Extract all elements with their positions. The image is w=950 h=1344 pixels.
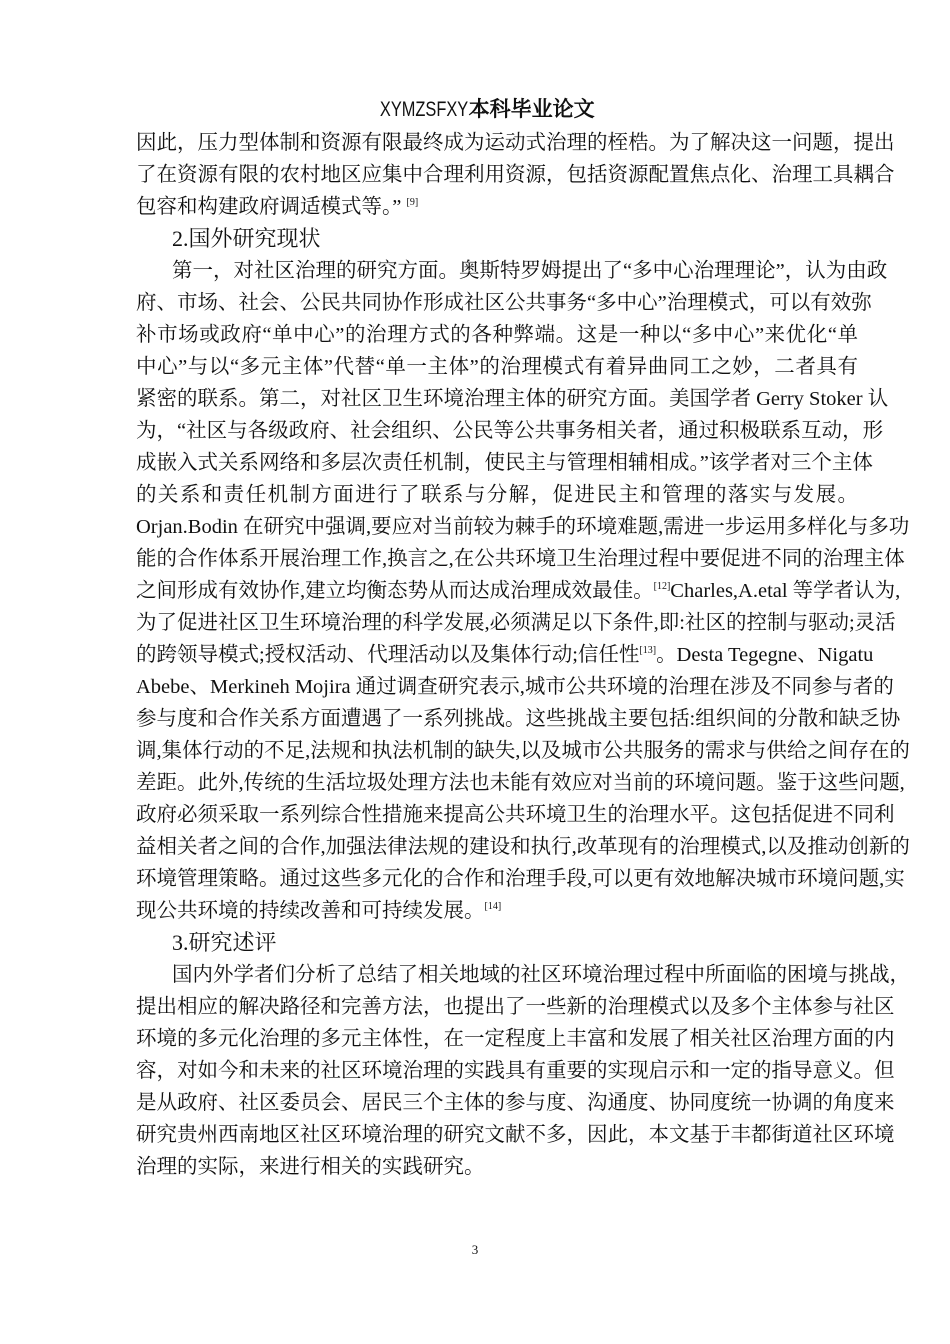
line-text: 提出相应的解决路径和完善方法，也提出了一些新的治理模式以及多个主体参与社区	[136, 996, 895, 1018]
text-line	[136, 959, 910, 991]
line-text: 补市场或政府“单中心”的治理方式的各种弊端。这是一种以“多中心”来优化“单	[136, 324, 858, 346]
text-line	[136, 703, 901, 735]
line-text: 2.国外研究现状	[172, 226, 321, 251]
text-line	[136, 735, 910, 767]
text-line	[136, 543, 905, 575]
text-line	[136, 607, 896, 639]
text-line	[136, 1023, 895, 1055]
text-line	[136, 671, 894, 703]
document-body	[136, 127, 910, 1183]
text-line	[136, 319, 858, 351]
text-line	[136, 1119, 895, 1151]
line-text: 的跨领导模式;授权活动、代理活动以及集体行动;信任性	[136, 644, 640, 666]
line-text: 政府必须采取一系列综合性措施来提高公共环境卫生的治理水平。这包括促进不同利	[136, 804, 895, 826]
line-text: 成嵌入式关系网络和多层次责任机制，使民主与管理相辅相成。”该学者对三个主体	[136, 452, 873, 474]
text-line	[136, 159, 895, 191]
text-line	[136, 479, 858, 511]
header-latin: XYMZSFXY	[380, 98, 469, 121]
citation-ref: [12]	[653, 581, 671, 592]
text-line	[136, 191, 858, 223]
page-number: 3	[471, 1242, 479, 1257]
line-text: 了在资源有限的农村地区应集中合理利用资源，包括资源配置焦点化、治理工具耦合	[136, 164, 895, 186]
text-line	[136, 255, 888, 287]
line-text: 中心”与以“多元主体”代替“单一主体”的治理模式有着异曲同工之妙，二者具有	[136, 356, 858, 378]
text-line	[136, 895, 858, 927]
line-text: 之间形成有效协作,建立均衡态势从而达成治理成效最佳。	[136, 580, 654, 602]
line-text: 的关系和责任机制方面进行了联系与分解，促进民主和管理的落实与发展。	[136, 484, 858, 506]
line-text: 3.研究述评	[172, 930, 277, 955]
section-heading	[136, 927, 858, 959]
text-line	[136, 1087, 895, 1119]
line-text: 第一，对社区治理的研究方面。奥斯特罗姆提出了“多中心治理理论”，认为由政	[172, 260, 888, 282]
text-line	[136, 1151, 858, 1183]
line-text: 因此，压力型体制和资源有限最终成为运动式治理的桎梏。为了解决这一问题，提出	[136, 132, 895, 154]
text-line	[136, 767, 905, 799]
text-line	[136, 447, 873, 479]
text-line	[136, 127, 895, 159]
line-text: 紧密的联系。第二，对社区卫生环境治理主体的研究方面。美国学者 Gerry Stoker 认	[136, 388, 889, 410]
text-line	[136, 287, 872, 319]
text-line	[136, 1055, 895, 1087]
citation-ref: [13]	[639, 645, 657, 656]
text-line	[136, 863, 905, 895]
line-text: Orjan.Bodin 在研究中强调,要应对当前较为棘手的环境难题,需进一步运用多样化与多功	[136, 516, 910, 538]
header-title: 本科毕业论文	[468, 97, 595, 121]
line-text: Charles,A.etal 等学者认为,	[670, 580, 901, 602]
text-line	[136, 831, 910, 863]
text-line	[136, 639, 874, 671]
text-line	[136, 991, 895, 1023]
line-text: Abebe、Merkineh Mojira 通过调查研究表示,城市公共环境的治理在涉及不同参与者的	[136, 676, 894, 698]
section-heading	[136, 223, 858, 255]
line-text: 能的合作体系开展治理工作,换言之,在公共环境卫生治理过程中要促进不同的治理主体	[136, 548, 905, 570]
line-text: 环境管理策略。通过这些多元化的合作和治理手段,可以更有效地解决城市环境问题,实	[136, 868, 905, 890]
citation-ref: [9]	[406, 197, 419, 208]
line-text: 容，对如今和未来的社区环境治理的实践具有重要的实现启示和一定的指导意义。但	[136, 1060, 895, 1082]
text-line	[136, 511, 910, 543]
citation-ref: [14]	[484, 901, 502, 912]
text-line	[136, 799, 895, 831]
line-text: 是从政府、社区委员会、居民三个主体的参与度、沟通度、协同度统一协调的角度来	[136, 1092, 895, 1114]
line-text: 。Desta Tegegne、Nigatu	[656, 644, 874, 666]
page-header	[0, 94, 950, 125]
line-text: 差距。此外,传统的生活垃圾处理方法也未能有效应对当前的环境问题。鉴于这些问题,	[136, 772, 905, 794]
line-text: 参与度和合作关系方面遭遇了一系列挑战。这些挑战主要包括:组织间的分散和缺乏协	[136, 708, 901, 730]
line-text: 调,集体行动的不足,法规和执法机制的缺失,以及城市公共服务的需求与供给之间存在的	[136, 740, 910, 762]
text-line	[136, 575, 901, 607]
line-text: 包容和构建政府调适模式等。”	[136, 196, 407, 218]
line-text: 国内外学者们分析了总结了相关地域的社区环境治理过程中所面临的困境与挑战，	[172, 964, 910, 986]
line-text: 为了促进社区卫生环境治理的科学发展,必须满足以下条件,即:社区的控制与驱动;灵活	[136, 612, 896, 634]
text-line	[136, 415, 884, 447]
text-line	[136, 383, 889, 415]
line-text: 环境的多元化治理的多元主体性，在一定程度上丰富和发展了相关社区治理方面的内	[136, 1028, 895, 1050]
line-text: 现公共环境的持续改善和可持续发展。	[136, 900, 485, 922]
line-text: 为，“社区与各级政府、社会组织、公民等公共事务相关者，通过积极联系互动，形	[136, 420, 884, 442]
text-line	[136, 351, 858, 383]
line-text: 府、市场、社会、公民共同协作形成社区公共事务“多中心”治理模式，可以有效弥	[136, 292, 872, 314]
line-text: 治理的实际，来进行相关的实践研究。	[136, 1156, 485, 1178]
line-text: 研究贵州西南地区社区环境治理的研究文献不多，因此，本文基于丰都街道社区环境	[136, 1124, 895, 1146]
line-text: 益相关者之间的合作,加强法律法规的建设和执行,改革现有的治理模式,以及推动创新的	[136, 836, 910, 858]
